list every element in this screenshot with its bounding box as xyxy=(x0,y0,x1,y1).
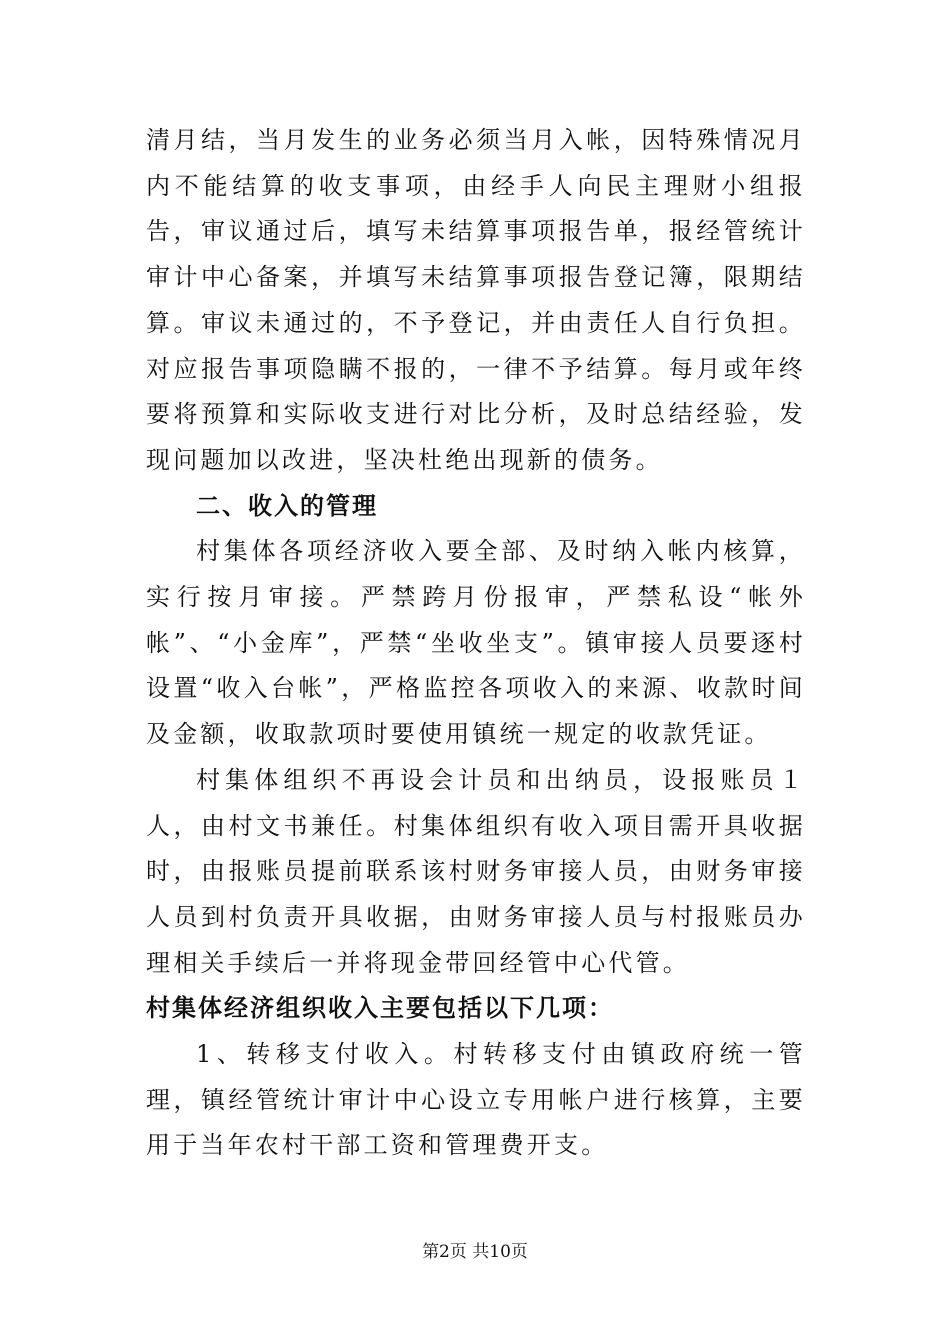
subheading-income-items: 村集体经济组织收入主要包括以下几项： xyxy=(146,994,614,1023)
section-heading-income-management: 二、收入的管理 xyxy=(196,491,378,520)
document-body xyxy=(146,118,806,1169)
paragraph-continuation: 清月结，当月发生的业务必须当月入帐，因特殊情况月内不能结算的收支事项，由经手人向民主理财小组报告，审议通过后，填写未结算事项报告单，报经管统计审计中心备案，并填写未结算事项报告登记簿，限期结算。审议未通过的，不予登记，并由责任人自行负担。对应报告事项隐瞒不报的，一律不予结算。每月或年终要将预算和实际收支进行对比分析，及时总结经验，发现问题加以改进，坚决杜绝出现新的债务。 xyxy=(146,126,806,474)
page-number-footer: 第2页 共10页 xyxy=(422,1242,528,1262)
paragraph-transfer-payment: 1、转移支付收入。村转移支付由镇政府统一管理，镇经管统计审计中心设立专用帐户进行核算，主要用于当年农村干部工资和管理费开支。 xyxy=(146,1040,806,1160)
paragraph-income-accounting: 村集体各项经济收入要全部、及时纳入帐内核算，实行按月审接。严禁跨月份报审，严禁私设“帐外帐”、“小金库”，严禁“坐收坐支”。镇审接人员要逐村设置“收入台帐”，严格监控各项收入的来源、收款时间及金额，收取款项时要使用镇统一规定的收款凭证。 xyxy=(146,537,806,749)
paragraph-bookkeeper: 村集体组织不再设会计员和出纳员，设报账员１人，由村文书兼任。村集体组织有收入项目需开具收据时，由报账员提前联系该村财务审接人员，由财务审接人员到村负责开具收据，由财务审接人员与村报账员办理相关手续后一并将现金带回经管中心代管。 xyxy=(146,765,806,977)
